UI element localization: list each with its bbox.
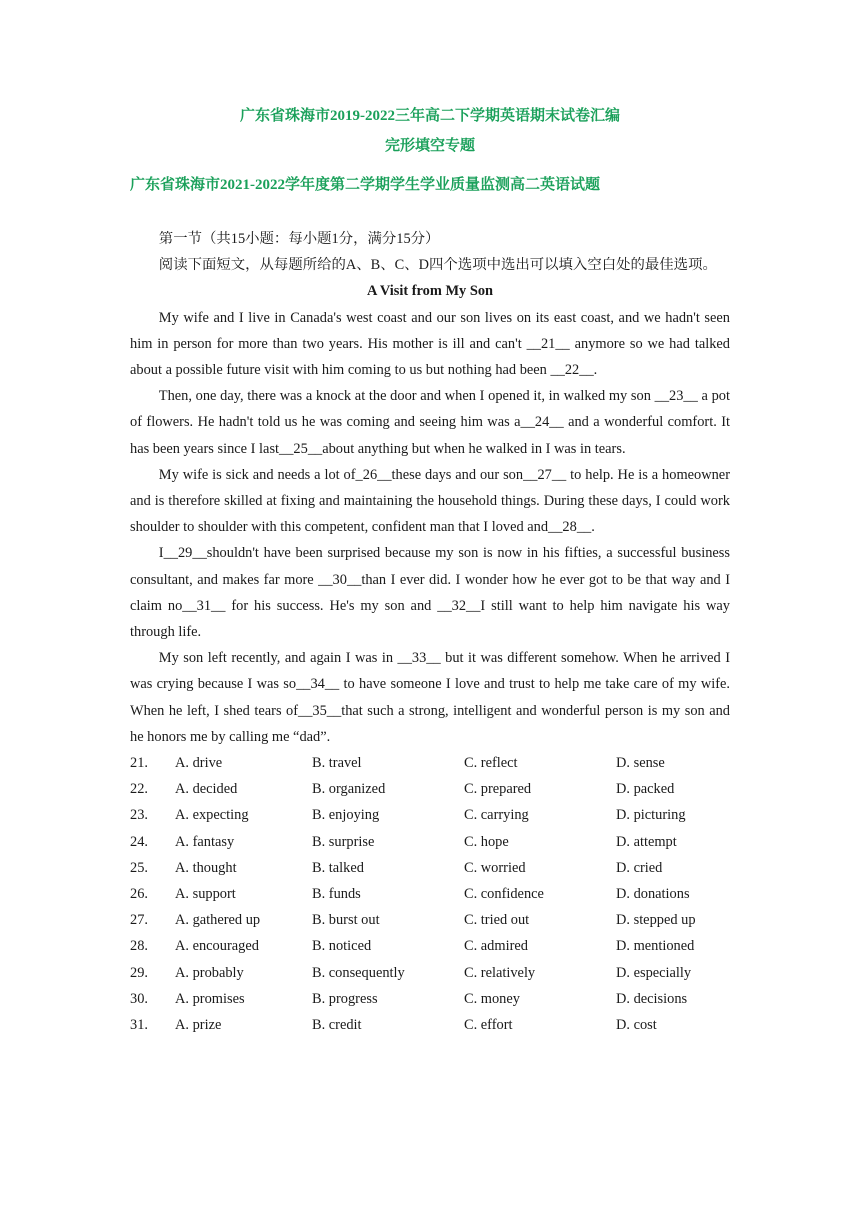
section-instruction: 阅读下面短文，从每题所给的A、B、C、D四个选项中选出可以填入空白处的最佳选项。 [158, 257, 717, 274]
option-c: C. reflect [464, 755, 518, 772]
option-a: A. prize [175, 1017, 222, 1034]
option-a: A. gathered up [175, 912, 261, 929]
option-a: A. encouraged [175, 938, 259, 955]
option-row [130, 829, 730, 855]
option-d: D. decisions [616, 990, 688, 1007]
option-d: D. cried [616, 859, 663, 876]
option-row [130, 960, 730, 986]
option-d: D. packed [616, 781, 675, 798]
option-d: D. attempt [616, 833, 677, 850]
option-row [130, 855, 730, 881]
option-row [130, 802, 730, 828]
option-c: C. worried [464, 859, 526, 876]
option-c: C. effort [464, 1017, 513, 1034]
option-b: B. surprise [312, 833, 375, 850]
question-number: 22. [130, 781, 148, 798]
exam-title: 广东省珠海市2021-2022学年度第二学期学生学业质量监测高二英语试题 [130, 177, 600, 193]
question-number: 27. [130, 912, 148, 929]
option-a: A. thought [175, 859, 237, 876]
option-c: C. prepared [464, 781, 532, 798]
question-number: 21. [130, 755, 148, 772]
option-b: B. progress [312, 990, 378, 1007]
option-d: D. stepped up [616, 912, 696, 929]
option-b: B. noticed [312, 938, 372, 955]
option-b: B. travel [312, 755, 362, 772]
options-table [130, 750, 730, 1038]
option-c: C. hope [464, 833, 509, 850]
question-number: 24. [130, 833, 148, 850]
option-d: D. sense [616, 755, 665, 772]
question-number: 29. [130, 964, 148, 981]
option-b: B. organized [312, 781, 386, 798]
option-a: A. probably [175, 964, 244, 981]
option-row [130, 933, 730, 959]
question-number: 25. [130, 859, 148, 876]
option-row [130, 750, 730, 776]
option-b: B. credit [312, 1017, 362, 1034]
option-c: C. tried out [464, 912, 530, 929]
option-a: A. support [175, 886, 236, 903]
option-d: D. donations [616, 886, 690, 903]
option-row [130, 776, 730, 802]
option-d: D. especially [616, 964, 692, 981]
option-d: D. cost [616, 1017, 657, 1034]
option-a: A. drive [175, 755, 223, 772]
passage-paragraph: My wife and I live in Canada's west coast and our son lives on its east coast, and we hadn't seen him in person for more than two years. His mother is ill and can't __21__ anymore so we had talked about a possible future visit with him coming to us but nothing had been __22__. [130, 309, 730, 379]
option-b: B. burst out [312, 912, 380, 929]
collection-title: 广东省珠海市2019-2022三年高二下学期英语期末试卷汇编 [240, 108, 620, 124]
option-row [130, 881, 730, 907]
passage-paragraph: I__29__shouldn't have been surprised because my son is now in his fifties, a successful business consultant, and makes far more __30__than I ever did. I wonder how he ever got to be that way and I claim no__31__ for his success. He's my son and __32__I still want to help him navigate his way through life. [130, 545, 730, 641]
option-d: D. picturing [616, 807, 686, 824]
option-row [130, 907, 730, 933]
option-a: A. decided [175, 781, 238, 798]
option-row [130, 986, 730, 1012]
option-b: B. enjoying [312, 807, 380, 824]
passage-paragraph: My son left recently, and again I was in __33__ but it was different somehow. When he arrived I was crying because I was so__34__ to have someone I love and trust to help me take care of my wife. When he left, I shed tears of__35__that such a strong, intelligent and wonderful person is my son and he honors me by calling me “dad”. [130, 650, 730, 745]
option-b: B. consequently [312, 964, 405, 981]
option-row [130, 1012, 730, 1038]
option-c: C. relatively [464, 964, 536, 981]
topic-title: 完形填空专题 [384, 138, 475, 154]
passage-title: A Visit from My Son [366, 283, 494, 300]
option-c: C. confidence [464, 886, 544, 903]
option-b: B. funds [312, 886, 361, 903]
question-number: 31. [130, 1017, 148, 1034]
passage-paragraph: My wife is sick and needs a lot of_26__these days and our son__27__ to help. He is a homeowner and is therefore skilled at fixing and maintaining the household things. During these days, I could work shoulder to shoulder with this competent, confident man that I loved and__28__. [130, 466, 730, 536]
question-body [130, 226, 730, 1038]
option-c: C. carrying [464, 807, 529, 824]
question-number: 30. [130, 990, 148, 1007]
passage-paragraph: Then, one day, there was a knock at the door and when I opened it, in walked my son __23__ a pot of flowers. He hadn't told us he was coming and seeing him was a__24__ and a wonderful comfort. It has been years since I last__25__about anything but when he walked in I was in tears. [130, 388, 730, 457]
question-number: 26. [130, 886, 148, 903]
question-number: 28. [130, 938, 148, 955]
option-d: D. mentioned [616, 938, 695, 955]
question-number: 23. [130, 807, 148, 824]
option-c: C. admired [464, 938, 528, 955]
option-a: A. promises [175, 990, 245, 1007]
option-a: A. expecting [175, 807, 249, 824]
option-a: A. fantasy [175, 833, 235, 850]
option-b: B. talked [312, 859, 364, 876]
section-heading: 第一节（共15小题：每小题1分，满分15分） [158, 231, 440, 247]
option-c: C. money [464, 990, 520, 1007]
